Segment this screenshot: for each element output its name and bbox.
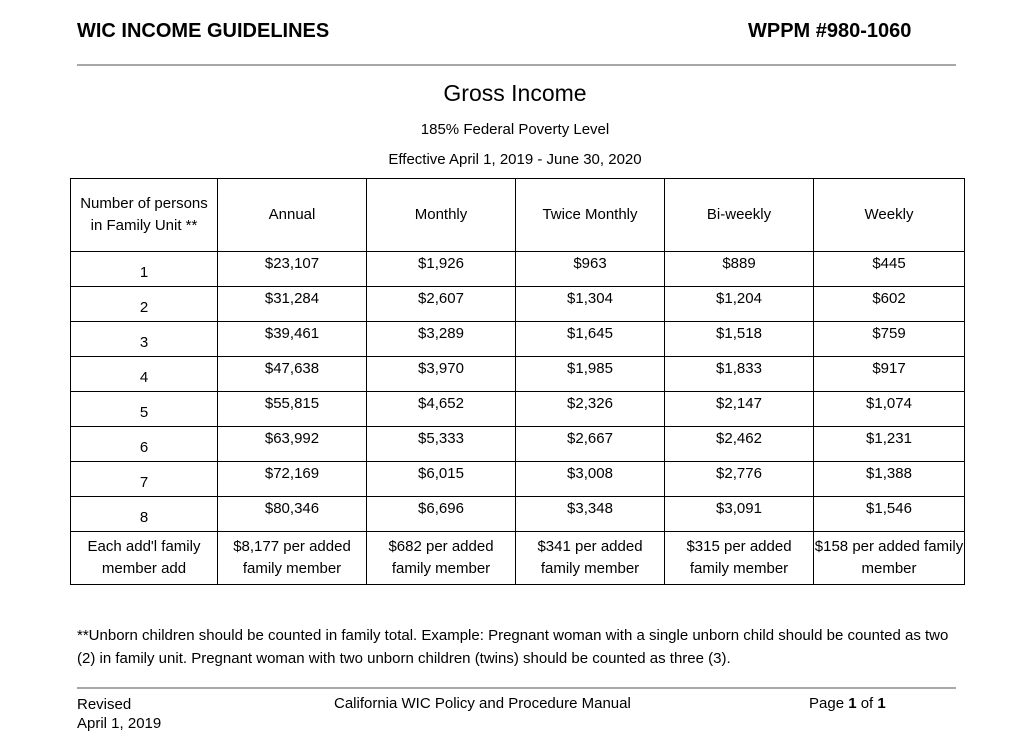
table-row [71, 322, 965, 357]
family-size-cell: 2 [71, 287, 218, 322]
family-size-cell: 5 [71, 392, 218, 427]
family-size-cell: 4 [71, 357, 218, 392]
annual-cell: $80,346 [218, 497, 367, 532]
footer-divider [77, 687, 956, 689]
monthly-cell: $1,926 [367, 252, 516, 287]
annual-additional-cell: $8,177 per added family member [218, 532, 367, 585]
family-size-cell: 8 [71, 497, 218, 532]
weekly-cell: $1,231 [814, 427, 965, 462]
income-guidelines-table [70, 178, 965, 585]
family-size-cell: 6 [71, 427, 218, 462]
weekly-cell: $1,546 [814, 497, 965, 532]
weekly-cell: $759 [814, 322, 965, 357]
poverty-level-subtitle: 185% Federal Poverty Level [420, 121, 610, 138]
manual-name: California WIC Policy and Procedure Manual [334, 695, 631, 712]
monthly-cell: $5,333 [367, 427, 516, 462]
policy-number: WPPM #980-1060 [748, 20, 912, 42]
twice-monthly-cell: $2,667 [516, 427, 665, 462]
twice-monthly-cell: $3,008 [516, 462, 665, 497]
column-header-monthly: Monthly [367, 179, 516, 252]
additional-member-row [71, 532, 965, 585]
family-size-cell: 7 [71, 462, 218, 497]
column-header-annual: Annual [218, 179, 367, 252]
bi-weekly-cell: $2,147 [665, 392, 814, 427]
weekly-additional-cell: $158 per added family member [814, 532, 965, 585]
table-row [71, 357, 965, 392]
revision-info [77, 695, 161, 733]
annual-cell: $47,638 [218, 357, 367, 392]
page-indicator [809, 695, 886, 712]
column-header-twice-monthly: Twice Monthly [516, 179, 665, 252]
bi-weekly-cell: $2,462 [665, 427, 814, 462]
effective-dates: Effective April 1, 2019 - June 30, 2020 [388, 151, 642, 168]
table-row [71, 287, 965, 322]
monthly-cell: $4,652 [367, 392, 516, 427]
annual-cell: $23,107 [218, 252, 367, 287]
unborn-children-note: **Unborn children should be counted in family total. Example: Pregnant woman with a single unborn child should be counted as two (2) in family unit. Pregnant woman with two unborn children (twins) should be counted as three (3). [77, 627, 949, 667]
page-separator: of [856, 695, 878, 712]
twice-monthly-cell: $1,304 [516, 287, 665, 322]
table-row [71, 462, 965, 497]
weekly-cell: $445 [814, 252, 965, 287]
monthly-additional-cell: $682 per added family member [367, 532, 516, 585]
page-title: Gross Income [443, 80, 587, 106]
annual-cell: $63,992 [218, 427, 367, 462]
bi-weekly-cell: $3,091 [665, 497, 814, 532]
revised-date: April 1, 2019 [77, 715, 162, 732]
table-row [71, 252, 965, 287]
bi-weekly-cell: $1,204 [665, 287, 814, 322]
page-prefix: Page [809, 695, 849, 712]
family-size-cell: 1 [71, 252, 218, 287]
bi-weekly-cell: $2,776 [665, 462, 814, 497]
additional-member-label: Each add'l family member add [71, 532, 218, 585]
table-header-row [71, 179, 965, 252]
monthly-cell: $2,607 [367, 287, 516, 322]
page-current: 1 [848, 695, 857, 712]
table-row [71, 497, 965, 532]
monthly-cell: $3,970 [367, 357, 516, 392]
bi-weekly-cell: $889 [665, 252, 814, 287]
column-header-bi-weekly: Bi-weekly [665, 179, 814, 252]
family-size-cell: 3 [71, 322, 218, 357]
annual-cell: $72,169 [218, 462, 367, 497]
twice-monthly-cell: $3,348 [516, 497, 665, 532]
twice-monthly-cell: $1,645 [516, 322, 665, 357]
bi-weekly-additional-cell: $315 per added family member [665, 532, 814, 585]
weekly-cell: $917 [814, 357, 965, 392]
column-header-family-size: Number of persons in Family Unit ** [71, 179, 218, 252]
revised-label: Revised [77, 696, 132, 713]
table-row [71, 392, 965, 427]
bi-weekly-cell: $1,833 [665, 357, 814, 392]
table-row [71, 427, 965, 462]
twice-monthly-cell: $2,326 [516, 392, 665, 427]
monthly-cell: $6,696 [367, 497, 516, 532]
twice-monthly-cell: $1,985 [516, 357, 665, 392]
bi-weekly-cell: $1,518 [665, 322, 814, 357]
monthly-cell: $3,289 [367, 322, 516, 357]
annual-cell: $31,284 [218, 287, 367, 322]
weekly-cell: $1,388 [814, 462, 965, 497]
page-total: 1 [877, 695, 886, 712]
header-divider [77, 64, 956, 66]
twice-monthly-additional-cell: $341 per added family member [516, 532, 665, 585]
annual-cell: $55,815 [218, 392, 367, 427]
monthly-cell: $6,015 [367, 462, 516, 497]
twice-monthly-cell: $963 [516, 252, 665, 287]
column-header-weekly: Weekly [814, 179, 965, 252]
annual-cell: $39,461 [218, 322, 367, 357]
document-header-title: WIC INCOME GUIDELINES [77, 20, 330, 42]
weekly-cell: $1,074 [814, 392, 965, 427]
weekly-cell: $602 [814, 287, 965, 322]
